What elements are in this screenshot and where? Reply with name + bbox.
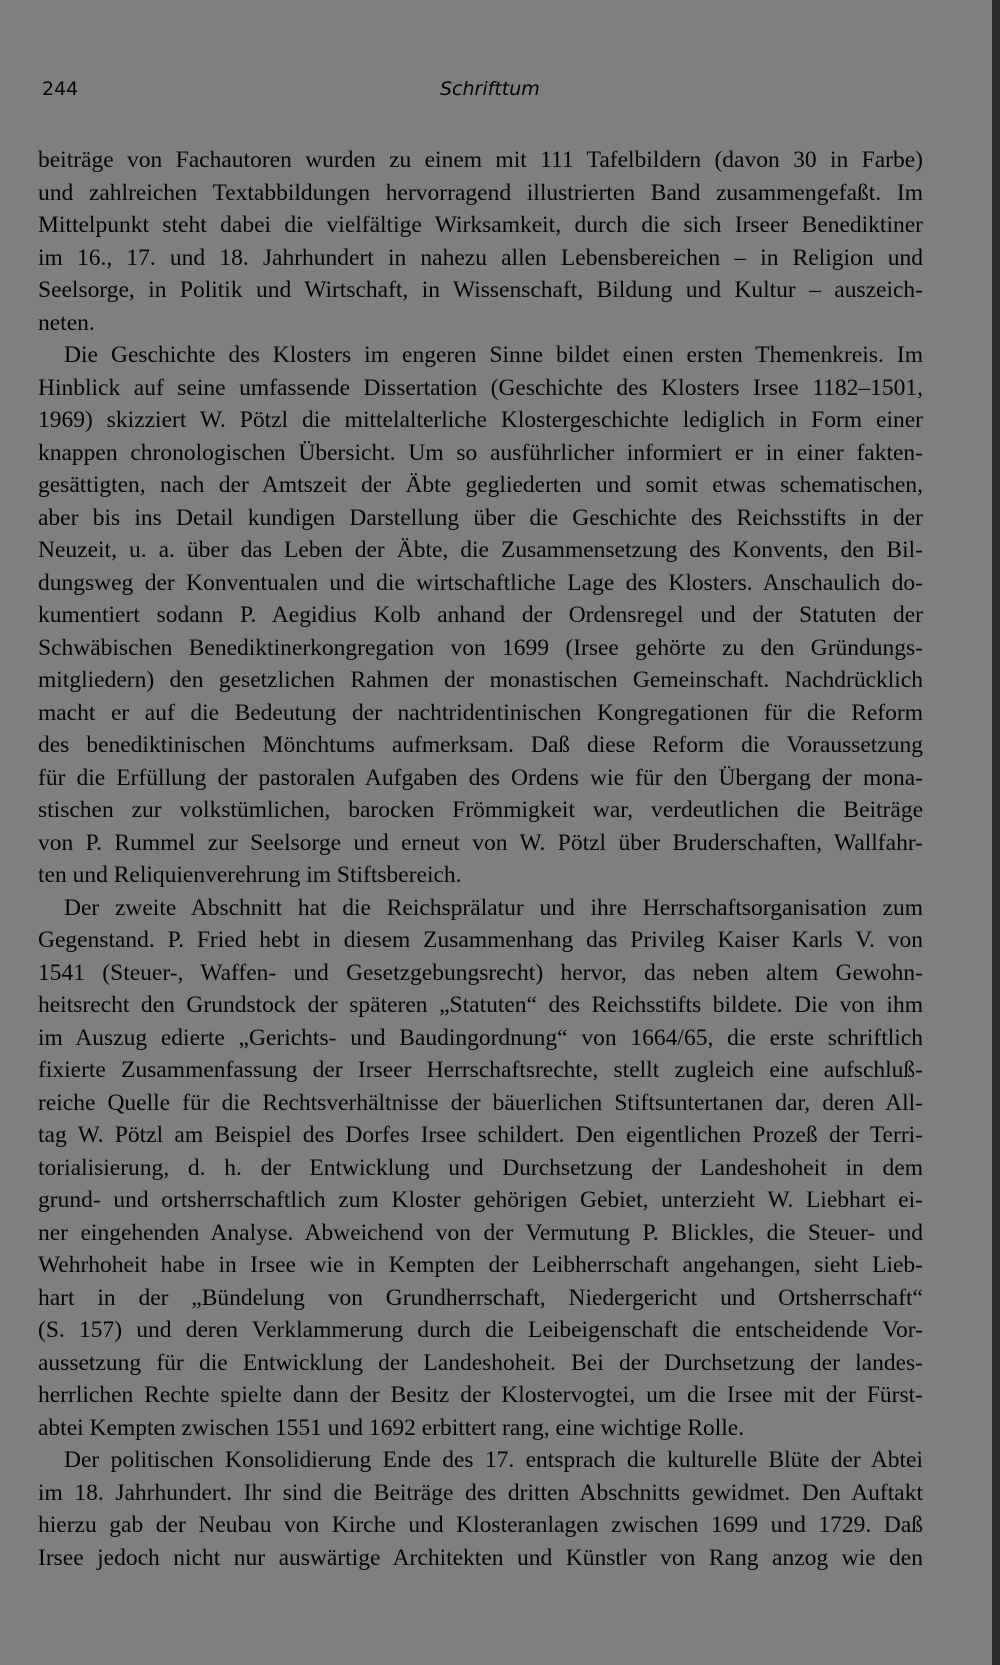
text-line: gesättigten, nach der Amtszeit der Äbte gegliederten und somit etwas schematischen,	[38, 472, 923, 498]
text-line: ten und Reliquienverehrung im Stiftsbereich.	[38, 862, 462, 888]
text-line: Gegenstand. P. Fried hebt in diesem Zusammenhang das Privileg Kaiser Karls V. von	[38, 927, 923, 953]
text-line: stischen zur volkstümlichen, barocken Frömmigkeit war, verdeutlichen die Beiträge	[38, 797, 923, 823]
text-line: grund- und ortsherrschaftlich zum Kloster gehörigen Gebiet, unterzieht W. Liebhart ei-	[38, 1187, 923, 1213]
paragraph-first-line: Die Geschichte des Klosters im engeren Sinne bildet einen ersten Themenkreis. Im	[64, 342, 923, 368]
text-line: Hinblick auf seine umfassende Dissertation (Geschichte des Klosters Irsee 1182–1501,	[38, 374, 923, 401]
text-line: Schwäbischen Benediktinerkongregation von 1699 (Irsee gehörte zu den Gründungs-	[38, 634, 923, 661]
text-line: 1541 (Steuer-, Waffen- und Gesetzgebungsrecht) hervor, das neben altem Gewohn-	[38, 959, 923, 986]
text-line: heitsrecht den Grundstock der späteren „Statuten“ des Reichsstifts bildete. Die von ihm	[38, 992, 923, 1018]
text-line: beiträge von Fachautoren wurden zu einem mit 111 Tafelbildern (davon 30 in Farbe)	[38, 147, 923, 173]
text-line: (S. 157) und deren Verklammerung durch die Leibeigenschaft die entscheidende Vor-	[38, 1317, 923, 1343]
text-line: mitgliedern) den gesetzlichen Rahmen der monastischen Gemeinschaft. Nachdrücklich	[38, 667, 923, 693]
text-line: Irsee jedoch nicht nur auswärtige Architekten und Künstler von Rang anzog wie den	[38, 1544, 923, 1571]
text-line: und zahlreichen Textabbildungen hervorragend illustrierten Band zusammengefaßt. Im	[38, 179, 923, 206]
text-line: kumentiert sodann P. Aegidius Kolb anhand der Ordensregel und der Statuten der	[38, 602, 923, 628]
text-line: des benediktinischen Mönchtums aufmerksam. Daß diese Reform die Voraussetzung	[38, 732, 923, 758]
text-line: Neuzeit, u. a. über das Leben der Äbte, die Zusammensetzung des Konvents, den Bil-	[38, 537, 923, 563]
text-line: Seelsorge, in Politik und Wirtschaft, in Wissenschaft, Bildung und Kultur – auszeich-	[38, 277, 923, 303]
text-line: für die Erfüllung der pastoralen Aufgaben des Ordens wie für den Übergang der mona-	[38, 764, 923, 791]
page-header	[42, 78, 922, 108]
text-line: reiche Quelle für die Rechtsverhältnisse der bäuerlichen Stiftsuntertanen dar, deren All-	[38, 1089, 923, 1116]
text-line: von P. Rummel zur Seelsorge und erneut von W. Pötzl über Bruderschaften, Wallfahr-	[38, 829, 923, 856]
text-line: neten.	[38, 309, 95, 336]
text-line: im 16., 17. und 18. Jahrhundert in nahezu allen Lebensbereichen – in Religion und	[38, 244, 923, 271]
text-line: aber bis ins Detail kundigen Darstellung über die Geschichte des Reichsstifts in der	[38, 504, 923, 531]
text-line: abtei Kempten zwischen 1551 und 1692 erbittert rang, eine wichtige Rolle.	[38, 1414, 745, 1441]
paragraph-first-line: Der politischen Konsolidierung Ende des 17. entsprach die kulturelle Blüte der Abtei	[64, 1447, 923, 1473]
text-line: tag W. Pötzl am Beispiel des Dorfes Irsee schildert. Den eigentlichen Prozeß der Terri-	[38, 1122, 923, 1148]
text-line: macht er auf die Bedeutung der nachtridentinischen Kongregationen für die Reform	[38, 699, 923, 726]
body-text	[38, 144, 923, 1574]
text-line: 1969) skizziert W. Pötzl die mittelalterliche Klostergeschichte lediglich in Form einer	[38, 407, 923, 433]
page-number: 244	[42, 78, 79, 100]
text-line: knappen chronologischen Übersicht. Um so ausführlicher informiert er in einer fakten-	[38, 439, 923, 466]
text-line: herrlichen Rechte spielte dann der Besitz der Klostervogtei, um die Irsee mit der Fürst-	[38, 1382, 923, 1408]
text-line: dungsweg der Konventualen und die wirtschaftliche Lage des Klosters. Anschaulich do-	[38, 569, 923, 596]
text-line: aussetzung für die Entwicklung der Landeshoheit. Bei der Durchsetzung der landes-	[38, 1349, 923, 1376]
text-line: hart in der „Bündelung von Grundherrschaft, Niedergericht und Ortsherrschaft“	[38, 1284, 923, 1311]
text-line: im 18. Jahrhundert. Ihr sind die Beiträge des dritten Abschnitts gewidmet. Den Auftakt	[38, 1479, 923, 1506]
text-line: fixierte Zusammenfassung der Irseer Herrschaftsrechte, stellt zugleich eine aufschluß-	[38, 1057, 923, 1083]
text-line: hierzu gab der Neubau von Kirche und Klosteranlagen zwischen 1699 und 1729. Daß	[38, 1512, 923, 1538]
text-line: ner eingehenden Analyse. Abweichend von der Vermutung P. Blickles, die Steuer- und	[38, 1219, 923, 1246]
text-line: torialisierung, d. h. der Entwicklung und Durchsetzung der Landeshoheit in dem	[38, 1154, 923, 1181]
text-line: im Auszug edierte „Gerichts- und Baudingordnung“ von 1664/65, die erste schriftlich	[38, 1024, 923, 1051]
running-title: Schrifttum	[440, 78, 540, 100]
text-line: Mittelpunkt steht dabei die vielfältige Wirksamkeit, durch die sich Irseer Benediktiner	[38, 212, 923, 238]
paragraph-first-line: Der zweite Abschnitt hat die Reichsprälatur und ihre Herrschaftsorganisation zum	[64, 894, 923, 921]
text-line: Wehrhoheit habe in Irsee wie in Kempten der Leibherrschaft angehangen, sieht Lieb-	[38, 1252, 923, 1278]
